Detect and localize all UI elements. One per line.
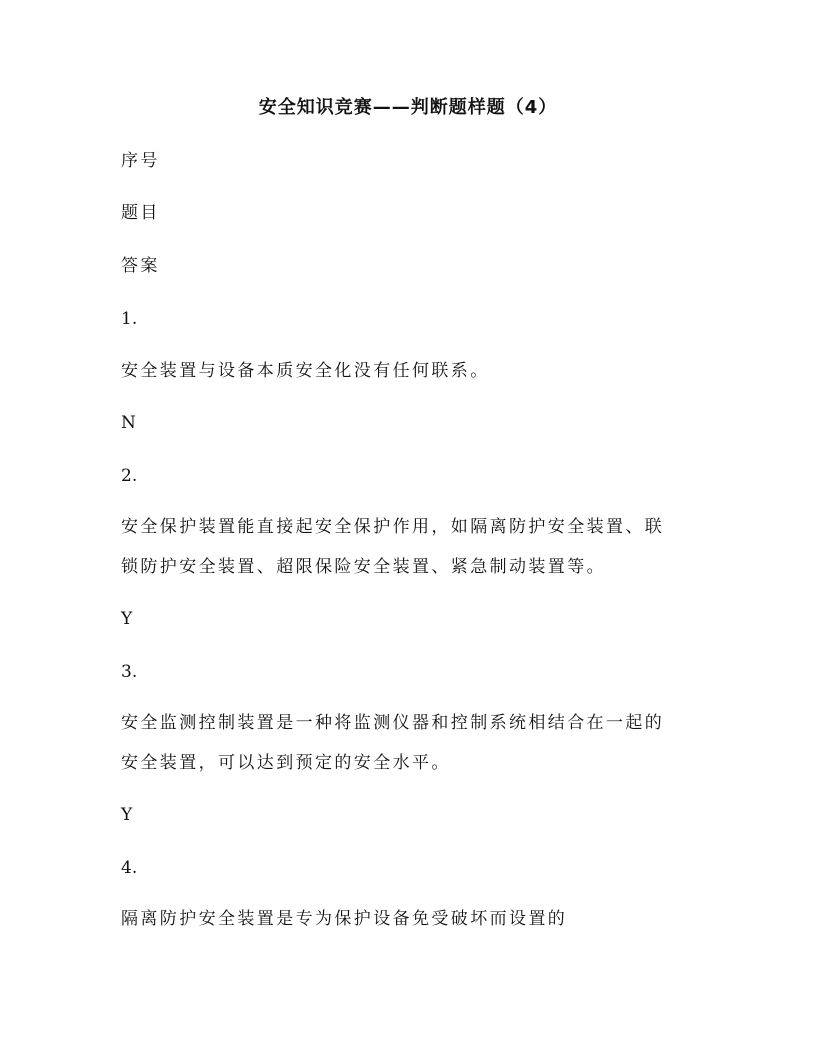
header-answer: 答案: [121, 256, 160, 276]
item-3-question-line-2: 安全装置，可以达到预定的安全水平。: [121, 753, 451, 773]
item-2-question-line-1: 安全保护装置能直接起安全保护作用，如隔离防护安全装置、联: [121, 517, 665, 537]
item-4-question-line-1: 隔离防护安全装置是专为保护设备免受破坏而设置的: [121, 909, 568, 929]
document-title: 安全知识竞赛——判断题样题（4）: [258, 97, 558, 118]
header-index: 序号: [121, 151, 160, 171]
item-2-number: 2.: [121, 466, 138, 486]
item-3-answer: Y: [121, 805, 133, 825]
item-4-number: 4.: [121, 858, 138, 878]
item-3-number: 3.: [121, 662, 138, 682]
item-2-answer: Y: [121, 609, 133, 629]
item-2-question-line-2: 锁防护安全装置、超限保险安全装置、紧急制动装置等。: [121, 557, 606, 577]
item-1-number: 1.: [121, 309, 138, 329]
item-3-question-line-1: 安全监测控制装置是一种将监测仪器和控制系统相结合在一起的: [121, 713, 665, 733]
header-question: 题目: [121, 203, 160, 223]
item-1-question-line-1: 安全装置与设备本质安全化没有任何联系。: [121, 361, 490, 381]
item-1-answer: N: [121, 413, 136, 433]
